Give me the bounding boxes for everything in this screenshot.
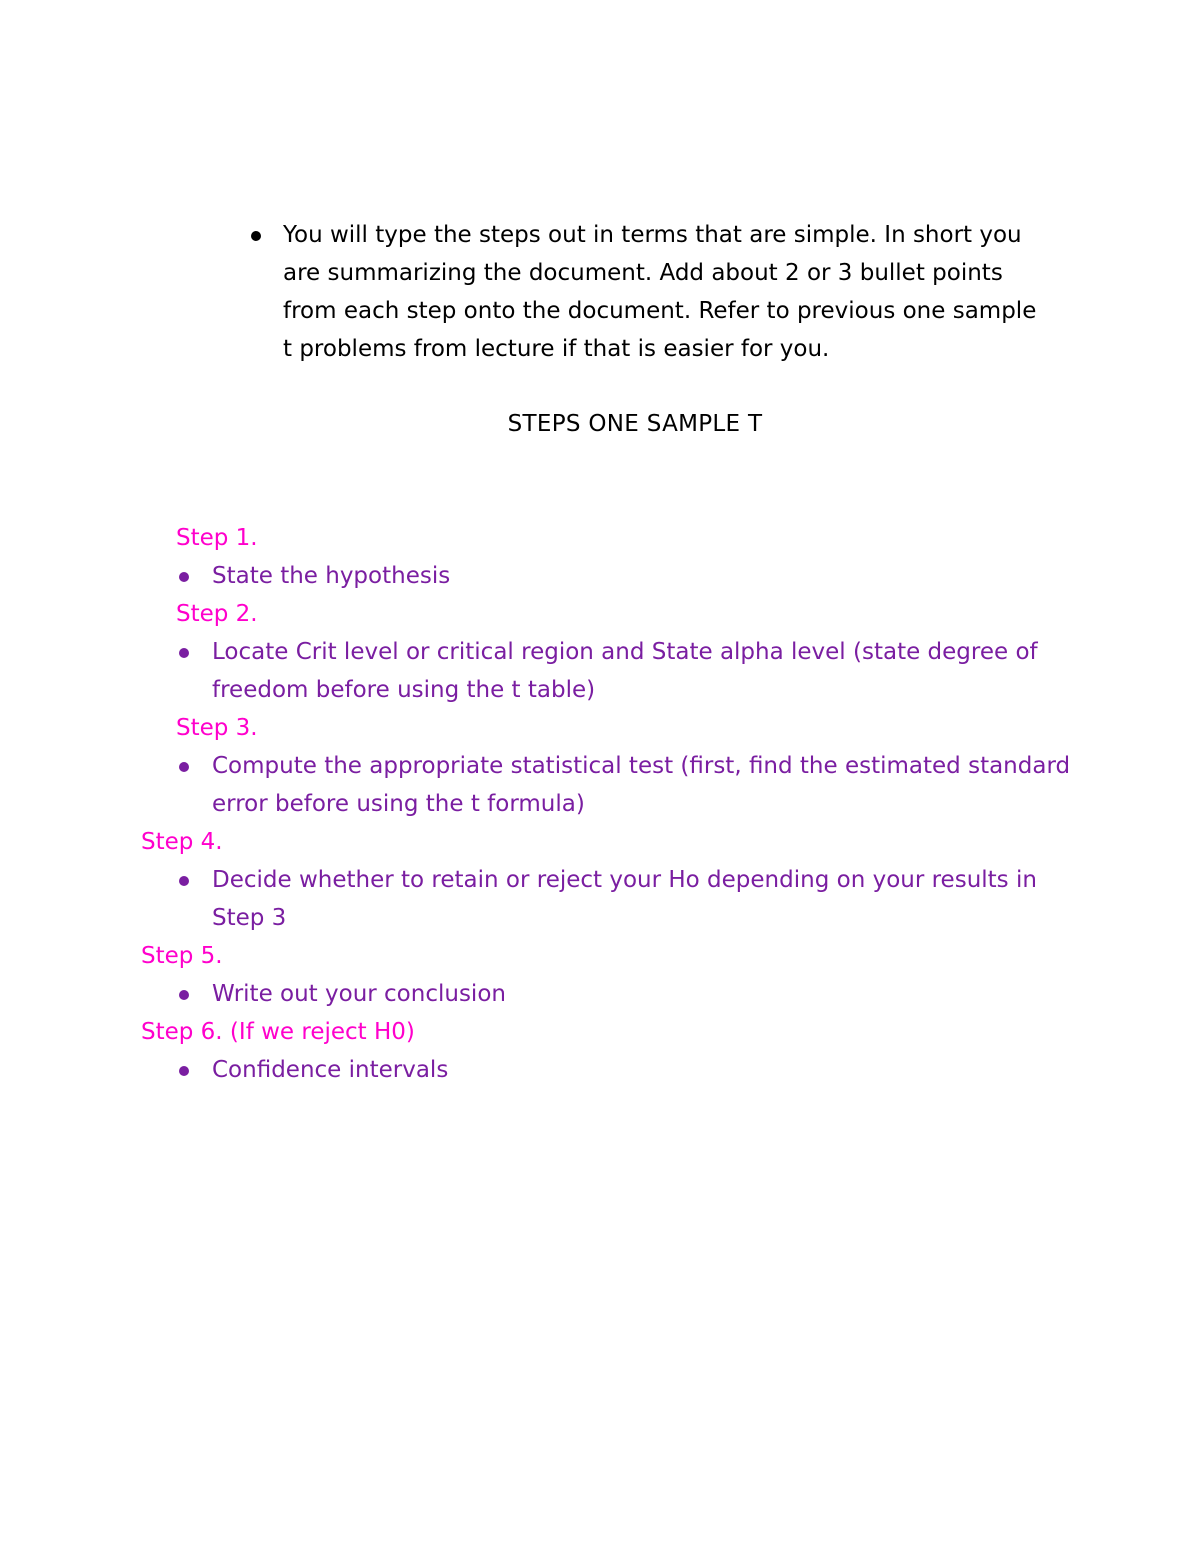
- step-3-label: Step 3.: [176, 715, 258, 741]
- step-4-item: [179, 861, 1071, 937]
- bullet-icon: [179, 648, 189, 658]
- bullet-icon: [179, 762, 189, 772]
- intro-text: You will type the steps out in terms that are simple. In short you are summarizing the document. Add about 2 or 3 bullet points from each step onto the document. Refer to previous one sample t problems from lecture if that is easier for you.: [283, 222, 1037, 362]
- intro-bullet-list: [250, 216, 1050, 368]
- bullet-icon: [179, 876, 189, 886]
- document-title: STEPS ONE SAMPLE T: [507, 411, 763, 437]
- step-2-item: [179, 633, 1071, 709]
- bullet-icon: [251, 231, 261, 241]
- step-1-text: State the hypothesis: [212, 563, 451, 589]
- step-5-label: Step 5.: [141, 943, 223, 969]
- steps-list: [141, 519, 1071, 1089]
- step-1-item: [179, 557, 1071, 595]
- step-3-item: [179, 747, 1071, 823]
- step-3-text: Compute the appropriate statistical test (first, find the estimated standard error before using the t formula): [212, 753, 1071, 817]
- bullet-icon: [179, 1066, 189, 1076]
- step-6-item: [179, 1051, 1071, 1089]
- step-2-text: Locate Crit level or critical region and State alpha level (state degree of freedom before using the t table): [212, 639, 1038, 703]
- step-5-text: Write out your conclusion: [212, 981, 506, 1007]
- step-4-text: Decide whether to retain or reject your Ho depending on your results in Step 3: [212, 867, 1037, 931]
- bullet-icon: [179, 990, 189, 1000]
- step-6-label: Step 6. (If we reject H0): [141, 1019, 415, 1045]
- step-2-label: Step 2.: [176, 601, 258, 627]
- step-5-item: [179, 975, 1071, 1013]
- bullet-icon: [179, 572, 189, 582]
- step-4-label: Step 4.: [141, 829, 223, 855]
- intro-bullet: [250, 216, 1050, 368]
- step-6-text: Confidence intervals: [212, 1057, 449, 1083]
- step-1-label: Step 1.: [176, 525, 258, 551]
